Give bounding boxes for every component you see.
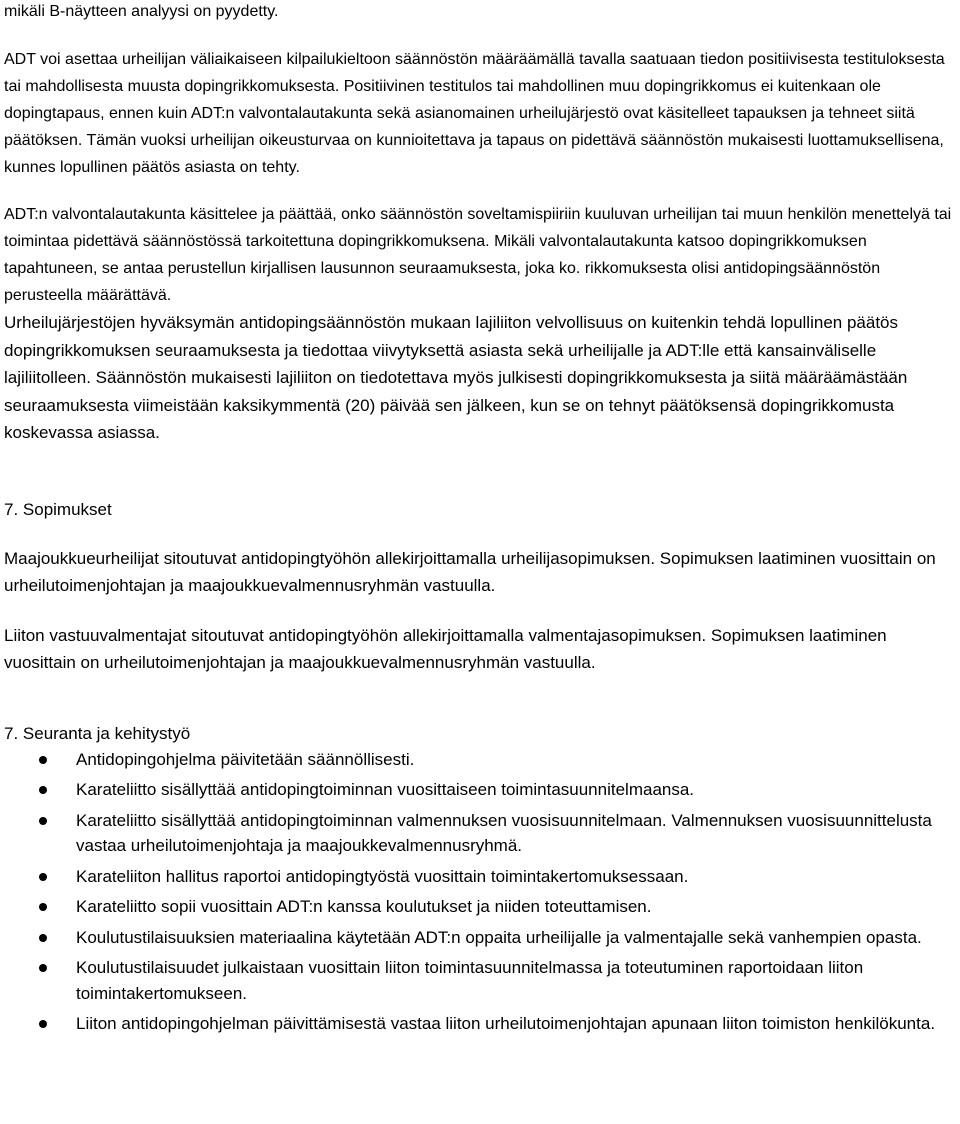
list-item — [4, 864, 954, 890]
section-heading-agreements: 7. Sopimukset — [4, 499, 112, 519]
paragraph-temporary-suspension: ADT voi asettaa urheilijan väliaikaiseen kilpailukieltoon säännöstön määräämällä tavalla saatuaan tiedon positiivisesta testituloksesta tai mahdollisesta muusta dopingrikkomuksesta. Positiivinen testitulos tai mahdollinen muu dopingrikkomus ei kuitenkaan ole dopingtapaus, ennen kuin ADT:n valvontalautakunta sekä asianomainen urheilujärjestö ovat käsitelleet tapauksen ja tehneet siitä päätöksen. Tämän vuoksi urheilijan oikeusturvaa on kunnioitettava ja tapaus on pidettävä säännöstön mukaisesti luottamuksellisena, kunnes lopullinen päätös asiasta on tehty. — [4, 51, 945, 176]
bullet-icon — [39, 903, 47, 911]
list-item — [4, 777, 954, 803]
section-heading-monitoring: 7. Seuranta ja kehitystyö — [4, 723, 191, 743]
list-item — [4, 747, 954, 773]
list-item-text: Koulutustilaisuudet julkaistaan vuosittain liiton toimintasuunnitelmassa ja toteutuminen raportoidaan liiton toimintakertomukseen. — [76, 958, 864, 1003]
monitoring-bullet-list — [4, 747, 954, 1037]
list-item — [4, 925, 954, 951]
list-item-text: Karateliiton hallitus raportoi antidopingtyöstä vuosittain toimintakertomuksessaan. — [76, 866, 689, 886]
list-item — [4, 808, 954, 859]
list-item-text: Karateliitto sisällyttää antidopingtoiminnan valmennuksen vuosisuunnitelmaan. Valmennuksen vuosisuunnittelusta vastaa urheilutoimenjohtaja ja maajoukkevalmennusryhmä. — [76, 810, 932, 855]
list-item-text: Koulutustilaisuuksien materiaalina käytetään ADT:n oppaita urheilijalle ja valmentajalle sekä vanhempien opasta. — [76, 927, 922, 947]
bullet-icon — [39, 934, 47, 942]
list-item — [4, 1011, 954, 1037]
list-item-text: Liiton antidopingohjelman päivittämisestä vastaa liiton urheilutoimenjohtajan apunaan liiton toimiston henkilökunta. — [76, 1014, 936, 1033]
list-item-text: Karateliitto sopii vuosittain ADT:n kanssa koulutukset ja niiden toteuttamisen. — [76, 897, 652, 916]
list-item — [4, 894, 954, 920]
bullet-icon — [39, 817, 47, 825]
paragraph-federation-decision: Urheilujärjestöjen hyväksymän antidopingsäännöstön mukaan lajiliiton velvollisuus on kuitenkin tehdä lopullinen päätös dopingrikkomuksen seuraamuksesta ja tiedottaa viivytyksettä asiasta sekä urheilijalle ja ADT:lle että kansainväliselle lajiliitolleen. Säännöstön mukaisesti lajiliiton on tiedotettava myös julkisesti dopingrikkomuksesta ja siitä määräämästään seuraamuksesta viimeistään kaksikymmentä (20) päivää sen jälkeen, kun se on tehnyt päätöksensä dopingrikkomusta koskevassa asiassa. — [4, 313, 908, 442]
list-item-text: Antidopingohjelma päivitetään säännöllisesti. — [76, 749, 415, 769]
bullet-icon — [39, 873, 47, 881]
paragraph-coach-agreement: Liiton vastuuvalmentajat sitoutuvat antidopingtyöhön allekirjoittamalla valmentajasopimuksen. Sopimuksen laatiminen vuosittain on urheilutoimenjohtajan ja maajoukkuevalmennusryhmän vastuulla. — [4, 625, 887, 672]
paragraph-athlete-agreement: Maajoukkueurheilijat sitoutuvat antidopingtyöhön allekirjoittamalla urheilijasopimuksen. Sopimuksen laatiminen vuosittain on urheilutoimenjohtajan ja maajoukkuevalmennusryhmän vastuulla. — [4, 548, 936, 595]
list-item-text: Karateliitto sisällyttää antidopingtoiminnan vuosittaiseen toimintasuunnitelmaansa. — [76, 780, 695, 799]
document-page — [4, 0, 954, 1042]
bullet-icon — [39, 786, 47, 794]
bullet-icon — [39, 756, 47, 764]
bullet-icon — [39, 964, 47, 972]
paragraph-supervisory-board: ADT:n valvontalautakunta käsittelee ja päättää, onko säännöstön soveltamispiiriin kuuluvan urheilijan tai muun henkilön menettelyä tai toimintaa pidettävä säännöstössä tarkoitettuna dopingrikkomuksena. Mikäli valvontalautakunta katsoo dopingrikkomuksen tapahtuneen, se antaa perustellun kirjallisen lausunnon seuraamuksesta, joka ko. rikkomuksesta olisi antidopingsäännöstön perusteella määrättävä. — [4, 206, 952, 304]
list-item — [4, 955, 954, 1006]
paragraph-intro-fragment: mikäli B-näytteen analyysi on pyydetty. — [4, 3, 279, 20]
bullet-icon — [39, 1020, 47, 1028]
